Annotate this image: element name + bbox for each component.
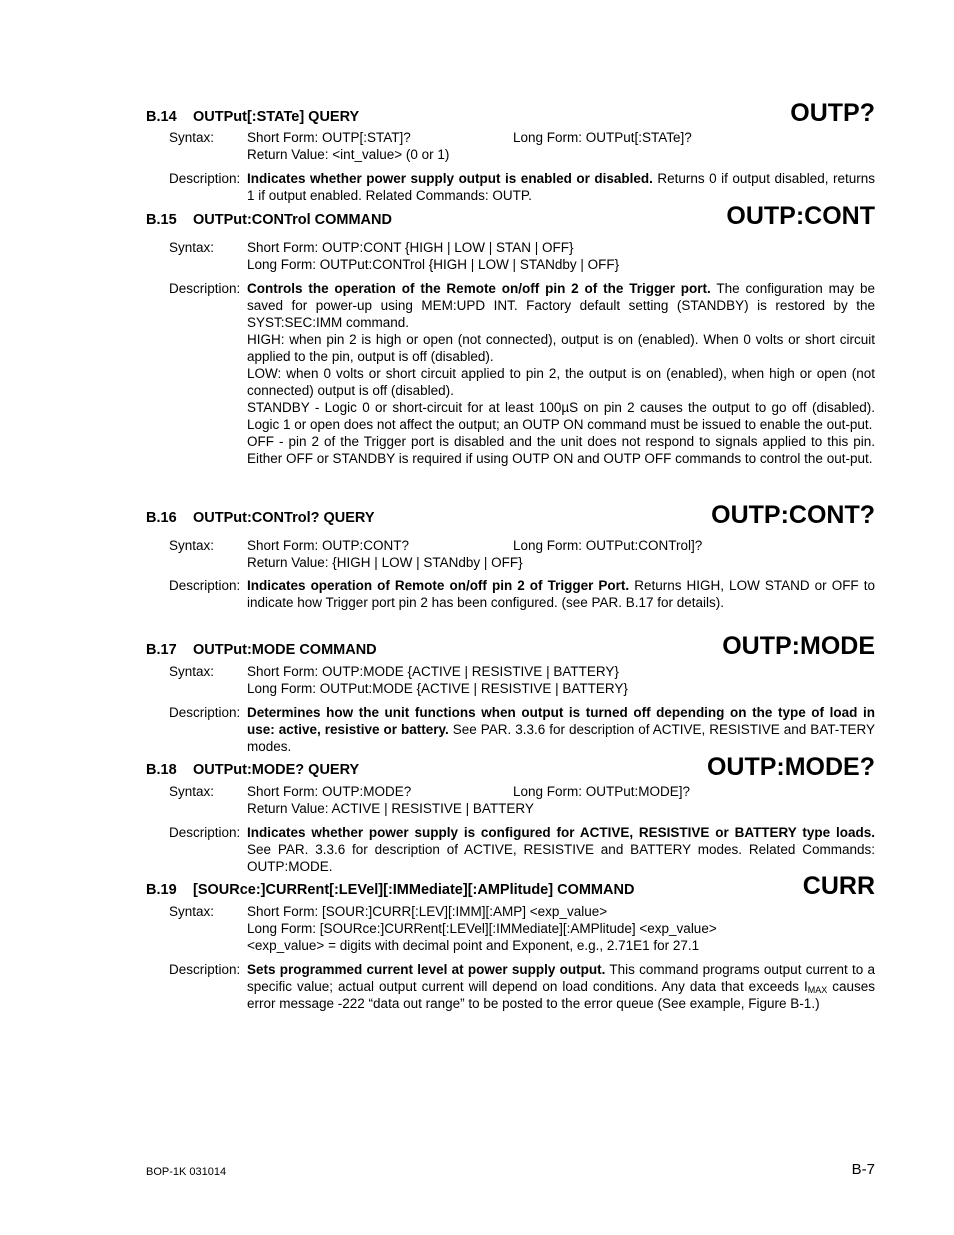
section-b19-description-text: This command programs output current to a specific value; actual output current will depend on load conditions. Any data that exceeds I [247, 962, 875, 994]
section-b16-command-title: OUTP:CONT? [711, 501, 875, 529]
section-b15-syntax [247, 239, 875, 273]
section-b15-syntax-line-2: Long Form: OUTPut:CONTrol {HIGH | LOW | STANdby | OFF} [247, 257, 620, 272]
section-b17-description-label: Description: [169, 705, 241, 720]
section-b17-syntax [247, 663, 875, 697]
section-b15-description-label: Description: [169, 281, 241, 296]
section-b15-number: B.15 [146, 212, 177, 228]
section-b16-description-label: Description: [169, 578, 241, 593]
section-b14-syntax-long-form: Long Form: OUTPut[:STATe]? [513, 130, 692, 145]
section-b19-command-title: CURR [802, 872, 875, 900]
section-b15-heading [146, 211, 392, 229]
section-b18-description-bold: Indicates whether power supply is configured for ACTIVE, RESISTIVE or BATTERY type loads. [247, 825, 875, 840]
footer-page-number: B-7 [851, 1161, 875, 1178]
section-b19-heading [146, 881, 634, 899]
section-b17-syntax-line-1: Short Form: OUTP:MODE {ACTIVE | RESISTIVE | BATTERY} [247, 664, 619, 679]
section-b19-syntax [247, 903, 875, 954]
footer-doc-id: BOP-1K 031014 [146, 1166, 227, 1178]
section-b14-syntax-line-1: Short Form: OUTP[:STAT]? [247, 130, 411, 145]
section-b18-title: OUTPut:MODE? QUERY [193, 762, 360, 778]
section-b15-title: OUTPut:CONTrol COMMAND [193, 212, 392, 228]
section-b19-number: B.19 [146, 882, 177, 898]
section-b16-syntax-line-1: Short Form: OUTP:CONT? [247, 538, 410, 553]
section-b18-description-label: Description: [169, 825, 241, 840]
section-b14-description-label: Description: [169, 171, 241, 186]
section-b14-syntax [247, 129, 875, 163]
section-b19-description [247, 961, 875, 1012]
section-b19-syntax-line-1: Short Form: [SOUR:]CURR[:LEV][:IMM][:AMP] <exp_value> [247, 904, 608, 919]
section-b19-description-text-2: causes error message -222 “data out range” to be posted to the error queue (See example, Figure B-1.) [247, 979, 876, 1011]
section-b15-description-bold: Controls the operation of the Remote on/off pin 2 of the Trigger port. [247, 281, 711, 296]
section-b18-syntax-line-1: Short Form: OUTP:MODE? [247, 784, 412, 799]
section-b18-syntax-label: Syntax: [169, 784, 215, 799]
section-b15-description-text: The configuration may be saved for power-up using MEM:UPD INT. Factory default setting (STANDBY) is restored by the SYST:SEC:IMM command. [247, 281, 875, 330]
section-b14-command-title: OUTP? [790, 99, 875, 127]
section-b19-syntax-label: Syntax: [169, 904, 215, 919]
section-b14-description-bold: Indicates whether power supply output is enabled or disabled. [247, 171, 653, 186]
section-b19-description-label: Description: [169, 962, 241, 977]
section-b19-imax-subscript: MAX [807, 985, 828, 995]
section-b14-syntax-line-2: Return Value: <int_value> (0 or 1) [247, 147, 450, 162]
section-b19-syntax-line-2: Long Form: [SOURce:]CURRent[:LEVel][:IMMediate][:AMPlitude] <exp_value> [247, 921, 717, 936]
section-b19-syntax-line-3: <exp_value> = digits with decimal point and Exponent, e.g., 2.71E1 for 27.1 [247, 938, 700, 953]
section-b17-command-title: OUTP:MODE [722, 632, 875, 660]
section-b16-description-bold: Indicates operation of Remote on/off pin 2 of Trigger Port. [247, 578, 630, 593]
section-b15-low-paragraph: LOW: when 0 volts or short circuit applied to pin 2, the output is on (enabled), when high or open (not connected) output is off (disabled). [247, 366, 875, 398]
section-b18-description [247, 824, 875, 875]
section-b14-heading [146, 108, 359, 126]
section-b18-number: B.18 [146, 762, 177, 778]
section-b15-syntax-line-1: Short Form: OUTP:CONT {HIGH | LOW | STAN | OFF} [247, 240, 574, 255]
section-b16-syntax-long-form: Long Form: OUTPut:CONTrol]? [513, 538, 703, 553]
section-b15-description [247, 280, 875, 467]
section-b18-syntax [247, 783, 875, 817]
section-b18-heading [146, 761, 359, 779]
section-b16-syntax-line-2: Return Value: {HIGH | LOW | STANdby | OFF} [247, 555, 523, 570]
section-b16-syntax-label: Syntax: [169, 538, 215, 553]
section-b19-title: [SOURce:]CURRent[:LEVel][:IMMediate][:AMPlitude] COMMAND [193, 882, 635, 898]
section-b16-description-text: Returns HIGH, LOW STAND or OFF to indicate how Trigger port pin 2 has been configured. (see PAR. B.17 for details). [247, 578, 875, 610]
section-b17-description [247, 704, 875, 755]
section-b17-title: OUTPut:MODE COMMAND [193, 642, 377, 658]
section-b16-heading [146, 509, 375, 527]
section-b16-number: B.16 [146, 510, 177, 526]
section-b16-syntax [247, 537, 875, 571]
section-b14-title: OUTPut[:STATe] QUERY [193, 109, 360, 125]
section-b14-description [247, 170, 875, 204]
section-b14-syntax-label: Syntax: [169, 130, 215, 145]
section-b14-number: B.14 [146, 109, 177, 125]
section-b19-description-bold: Sets programmed current level at power supply output. [247, 962, 606, 977]
section-b18-syntax-long-form: Long Form: OUTPut:MODE]? [513, 784, 691, 799]
section-b16-title: OUTPut:CONTrol? QUERY [193, 510, 375, 526]
section-b15-syntax-label: Syntax: [169, 240, 215, 255]
section-b17-description-text: See PAR. 3.3.6 for description of ACTIVE, RESISTIVE and BAT-TERY modes. [247, 722, 875, 754]
section-b15-high-paragraph: HIGH: when pin 2 is high or open (not connected), output is on (enabled). When 0 volts or short circuit applied to the pin, output is off (disabled). [247, 332, 875, 364]
section-b18-description-text: See PAR. 3.3.6 for description of ACTIVE, RESISTIVE and BATTERY modes. Related Commands: OUTP:MODE. [247, 842, 875, 874]
section-b16-description [247, 577, 875, 611]
section-b18-command-title: OUTP:MODE? [706, 753, 875, 781]
section-b14-description-text: Returns 0 if output disabled, returns 1 if output enabled. Related Commands: OUTP. [247, 171, 876, 203]
section-b17-description-bold: Determines how the unit functions when output is turned off depending on the type of load in use: active, resistive or battery. [247, 705, 875, 737]
section-b15-command-title: OUTP:CONT [726, 202, 875, 230]
section-b15-off-paragraph: OFF - pin 2 of the Trigger port is disabled and the unit does not respond to signals applied to this pin. Either OFF or STANDBY is required if using OUTP ON and OUTP OFF commands to control the out-put. [247, 434, 875, 466]
section-b17-number: B.17 [146, 642, 177, 658]
section-b15-standby-paragraph: STANDBY - Logic 0 or short-circuit for at least 100µS on pin 2 causes the output to go off (disabled). Logic 1 or open does not affect the output; an OUTP ON command must be issued to enable the out-put. [247, 400, 875, 432]
section-b17-heading [146, 641, 377, 659]
section-b18-syntax-line-2: Return Value: ACTIVE | RESISTIVE | BATTERY [247, 801, 534, 816]
section-b17-syntax-line-2: Long Form: OUTPut:MODE {ACTIVE | RESISTIVE | BATTERY} [247, 681, 628, 696]
section-b17-syntax-label: Syntax: [169, 664, 215, 679]
